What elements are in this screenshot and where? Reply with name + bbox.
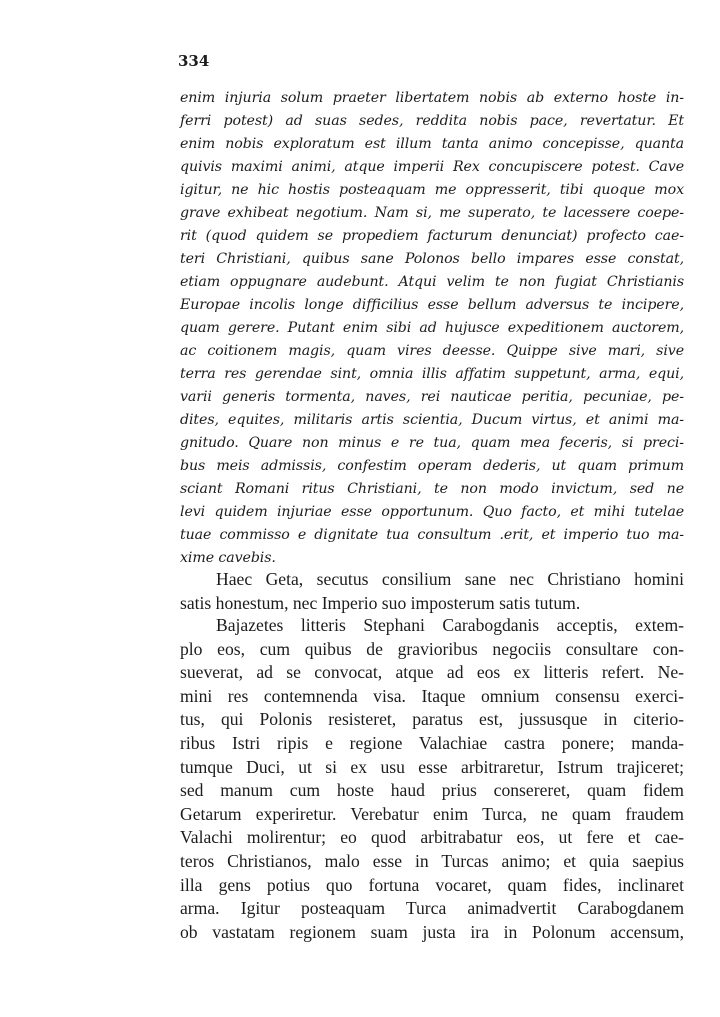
- text-line: Europae incolis longe difficilius esse bellum adversus te incipere,: [180, 297, 684, 313]
- text-line: ac coitionem magis, quam vires deesse. Quippe sive mari, sive: [180, 343, 684, 359]
- text-line: arma. Igitur posteaquam Turca animadvertit Carabogdanem: [180, 898, 684, 919]
- text-line: satis honestum, nec Imperio suo imposterum satis tutum.: [180, 592, 581, 613]
- text-line: Getarum experiretur. Verebatur enim Turca, ne quam fraudem: [180, 803, 684, 824]
- text-line: xime cavebis.: [180, 550, 276, 566]
- paragraph-1: [180, 568, 684, 615]
- text-line: plo eos, cum quibus de gravioribus negociis consultare con-: [180, 638, 684, 659]
- text-line: Valachi molirentur; eo quod arbitrabatur eos, ut fere et cae-: [180, 827, 684, 848]
- text-line: terra res gerendae sint, omnia illis affatim suppetunt, arma, equi,: [180, 366, 684, 382]
- text-line: dites, equites, militaris artis scientia, Ducum virtus, et animi ma-: [180, 412, 684, 428]
- text-line: bus meis admissis, confestim operam dederis, ut quam primum: [180, 458, 684, 474]
- text-line: tumque Duci, ut si ex usu esse arbitraretur, Istrum trajiceret;: [180, 756, 684, 777]
- text-line: illa gens potius quo fortuna vocaret, quam fides, inclinaret: [180, 874, 684, 895]
- text-line: rit (quod quidem se propediem facturum denunciat) profecto cae-: [180, 228, 684, 244]
- text-line: Haec Geta, secutus consilium sane nec Christiano homini: [216, 569, 684, 589]
- page-number: 334: [178, 52, 210, 70]
- text-line: mini res contemnenda visa. Itaque omnium consensu exerci-: [180, 685, 684, 706]
- paragraph-2: [180, 614, 684, 944]
- text-line: Bajazetes litteris Stephani Carabogdanis acceptis, extem-: [216, 615, 684, 635]
- text-line: quam gerere. Putant enim sibi ad hujusce expeditionem auctorem,: [180, 320, 684, 336]
- text-line: gnitudo. Quare non minus e re tua, quam mea feceris, si preci-: [180, 435, 684, 451]
- text-line: igitur, ne hic hostis posteaquam me oppresserit, tibi quoque mox: [180, 182, 684, 198]
- italic-passage: [180, 87, 684, 570]
- text-line: sueverat, ad se convocat, atque ad eos ex litteris refert. Ne-: [180, 662, 684, 683]
- text-line: sciant Romani ritus Christiani, te non modo invictum, sed ne: [180, 481, 684, 497]
- text-line: sed manum cum hoste haud prius consereret, quam fidem: [180, 780, 684, 801]
- text-line: grave exhibeat negotium. Nam si, me superato, te lacessere coepe-: [180, 205, 684, 221]
- text-line: teros Christianos, malo esse in Turcas animo; et quia saepius: [180, 850, 684, 871]
- text-line: varii generis tormenta, naves, rei nauticae peritia, pecuniae, pe-: [180, 389, 684, 405]
- text-line: enim injuria solum praeter libertatem nobis ab externo hoste in-: [180, 90, 684, 106]
- text-line: etiam oppugnare audebunt. Atqui velim te non fugiat Christianis: [180, 274, 684, 290]
- text-line: quivis maximi animi, atque imperii Rex concupiscere potest. Cave: [180, 159, 684, 175]
- text-line: levi quidem injuriae esse opportunum. Quo facto, et mihi tutelae: [180, 504, 684, 520]
- text-line: ribus Istri ripis e regione Valachiae castra ponere; manda-: [180, 732, 684, 753]
- text-line: teri Christiani, quibus sane Polonos bello impares esse constat,: [180, 251, 684, 267]
- text-line: ob vastatam regionem suam justa ira in Polonum accensum,: [180, 921, 684, 942]
- text-line: tuae commisso e dignitate tua consultum .erit, et imperio tuo ma-: [180, 527, 684, 543]
- text-line: enim nobis exploratum est illum tanta animo concepisse, quanta: [180, 136, 684, 152]
- text-line: ferri potest) ad suas sedes, reddita nobis pace, revertatur. Et: [180, 113, 684, 129]
- text-line: tus, qui Polonis resisteret, paratus est, jussusque in citerio-: [180, 709, 684, 730]
